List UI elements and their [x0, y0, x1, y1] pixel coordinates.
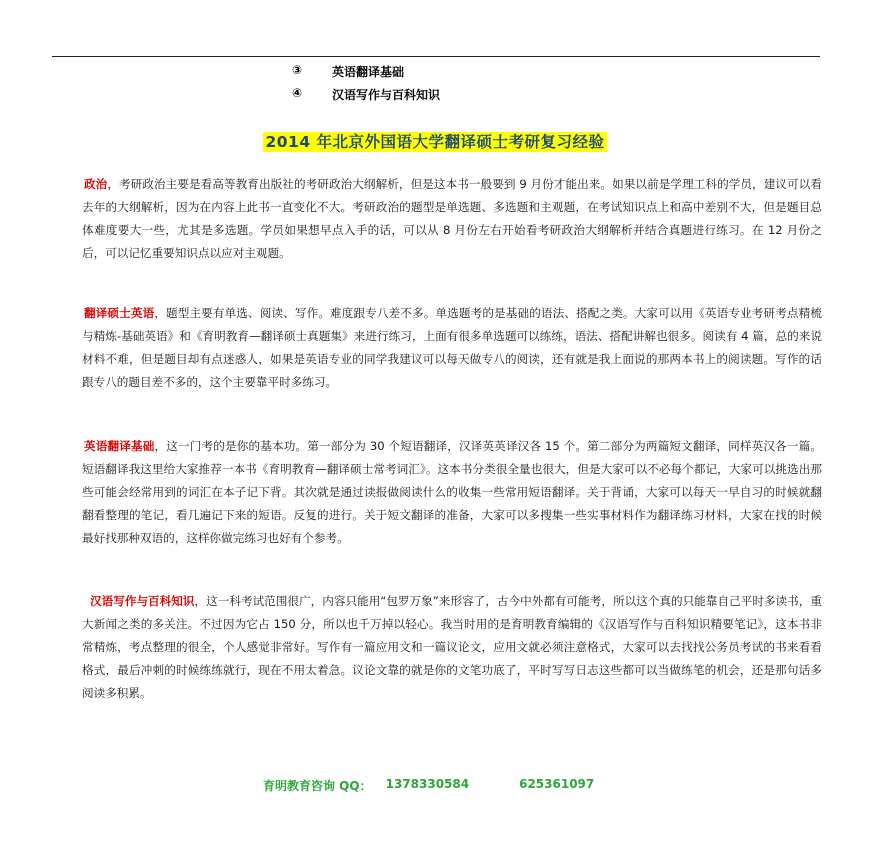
paragraph-lead: 英语翻译基础: [84, 439, 155, 453]
paragraph-lead: 政治: [84, 177, 108, 191]
paragraph-body: ，考研政治主要是看高等教育出版社的考研政治大纲解析，但是这本书一般要到 9 月份才能出来。如果以前是学理工科的学员，建议可以看去年的大纲解析，因为在内容上此书一直变化不大。考研政治的题型是单选题、多选题和主观题，在考试知识点上和高中差别不大，但是题目总体难度要大一些，尤其是多选题。学员如果想早点入手的话，可以从 8 月份左右开始看考研政治大纲解析并结合真题进行练习。在 12 月份之后，可以记忆重要知识点以应对主观题。: [82, 177, 822, 260]
list-number: ③: [292, 63, 303, 77]
list-text: 汉语写作与百科知识: [332, 88, 441, 102]
footer-qq-2: 625361097: [519, 777, 595, 791]
paragraph-lead: 翻译硕士英语: [84, 306, 155, 320]
top-rule: [52, 56, 820, 57]
paragraph-body: ，题型主要有单选、阅读、写作。难度跟专八差不多。单选题考的是基础的语法、搭配之类。大家可以用《英语专业考研考点精梳与精炼-基础英语》和《育明教育—翻译硕士真题集》来进行练习，上面有很多单选题可以练练，语法、搭配讲解也很多。阅读有 4 篇，总的来说材料不难，但是题目却有点迷惑人，如果是英语专业的同学我建议可以每天做专八的阅读，还有就是我上面说的那两本书上的阅读题。写作的话跟专八的题目差不多的，这个主要靠平时多练习。: [82, 306, 822, 389]
list-item-4: [292, 86, 440, 103]
document-title: 2014 年北京外国语大学翻译硕士考研复习经验: [265, 133, 605, 151]
footer-label: 育明教育咨询 QQ：: [263, 779, 372, 793]
list-item-3: [292, 63, 404, 80]
paragraph-chinese-writing: [82, 590, 822, 705]
paragraph-english: [82, 302, 822, 394]
paragraph-body: ，这一科考试范围很广，内容只能用“包罗万象”来形容了，古今中外都有可能考，所以这个真的只能靠自己平时多读书，重大新闻之类的多关注。不过因为它占 150 分，所以也千万掉以轻心。我当时用的是育明教育编辑的《汉语写作与百科知识精要笔记》，这本书非常精炼，考点整理的很全，个人感觉非常好。写作有一篇应用文和一篇议论文，应用文就必须注意格式，大家可以去找找公务员考试的书来看看格式，最后冲刺的时候练练就行，现在不用太着急。议论文靠的就是你的文笔功底了，平时写写日志这些都可以当做练笔的机会，还是那句话多阅读多积累。: [82, 594, 822, 700]
footer-qq-1: 1378330584: [385, 777, 470, 791]
paragraph-politics: [82, 173, 822, 265]
paragraph-translation: [82, 435, 822, 550]
paragraph-body: ，这一门考的是你的基本功。第一部分为 30 个短语翻译，汉译英英译汉各 15 个。第二部分为两篇短文翻译，同样英汉各一篇。短语翻译我这里给大家推荐一本书《育明教育—翻译硕士常考词汇》。这本书分类很全量也很大，但是大家可以不必每个都记，大家可以挑选出那些可能会经常用到的词汇在本子记下背。其次就是通过读报做阅读什么的收集一些常用短语翻译。关于背诵，大家可以每天一早自习的时候就翻翻看整理的笔记，看几遍记下来的短语。反复的进行。关于短文翻译的准备，大家可以多搜集一些实事材料作为翻译练习材料，大家在找的时候最好找那种双语的，这样你做完练习也好有个参考。: [82, 439, 822, 545]
list-text: 英语翻译基础: [332, 65, 405, 79]
paragraph-lead: 汉语写作与百科知识: [90, 594, 195, 608]
document-title-block: [0, 130, 870, 152]
list-number: ④: [292, 86, 303, 100]
footer-contact: [263, 777, 594, 794]
